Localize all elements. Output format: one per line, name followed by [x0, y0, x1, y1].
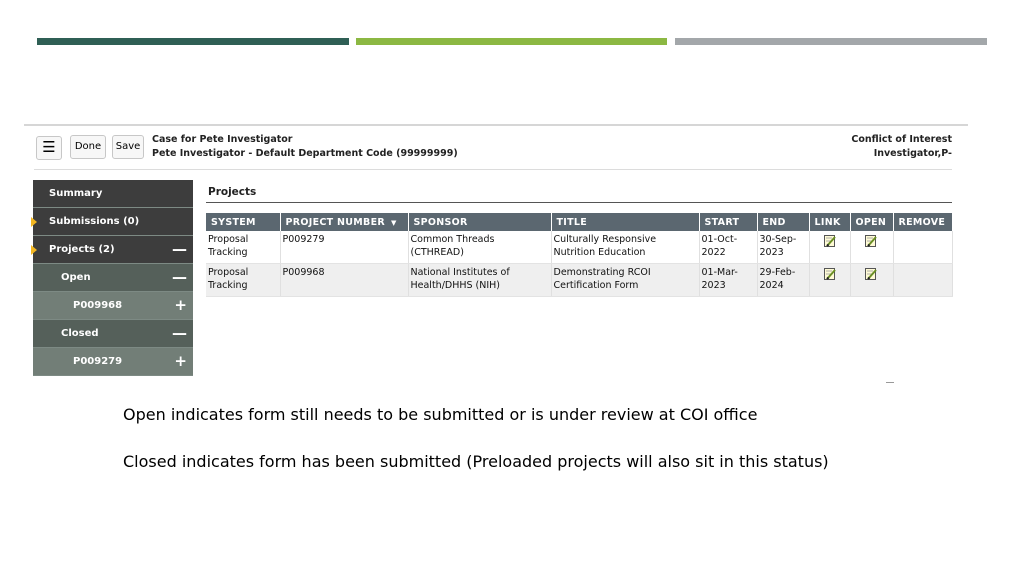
accent-bar-gray — [675, 38, 987, 45]
collapse-icon[interactable]: — — [172, 240, 187, 258]
cell-remove — [893, 231, 952, 264]
header-divider — [34, 169, 952, 170]
sidebar-item-summary[interactable] — [33, 180, 193, 208]
sort-down-icon[interactable]: ▼ — [391, 218, 397, 227]
cell-project-number: P009968 — [280, 264, 408, 297]
column-header-link: LINK — [809, 213, 850, 231]
sidebar-item-projects[interactable] — [33, 236, 193, 264]
cell-link — [809, 231, 850, 264]
link-edit-document-icon[interactable] — [824, 235, 836, 251]
sidebar-item-p009968[interactable] — [33, 292, 193, 320]
sidebar-item-label: Projects (2) — [49, 244, 115, 255]
cell-open — [850, 264, 893, 297]
column-header-system[interactable]: SYSTEM — [206, 213, 280, 231]
accent-bar-dark-green — [37, 38, 349, 45]
collapse-icon[interactable]: — — [172, 268, 187, 286]
sidebar-item-submissions[interactable] — [33, 208, 193, 236]
sidebar-item-closed[interactable] — [33, 320, 193, 348]
accent-bar-light-green — [356, 38, 667, 45]
cell-title: Culturally Responsive Nutrition Education — [551, 231, 699, 264]
projects-table — [206, 213, 953, 297]
column-header-start[interactable]: START — [699, 213, 757, 231]
done-button[interactable]: Done — [70, 135, 106, 159]
cell-end: 29-Feb-2024 — [757, 264, 809, 297]
column-header-open: OPEN — [850, 213, 893, 231]
column-header-project-number[interactable] — [280, 213, 408, 231]
sidebar-item-label: P009968 — [73, 300, 123, 311]
column-header-title[interactable]: TITLE — [551, 213, 699, 231]
cell-sponsor: Common Threads (CTHREAD) — [408, 231, 551, 264]
cell-link — [809, 264, 850, 297]
cell-remove — [893, 264, 952, 297]
scroll-indicator — [886, 382, 894, 383]
table-row — [206, 264, 952, 297]
cell-system: Proposal Tracking — [206, 264, 280, 297]
screenshot-top-border — [24, 124, 968, 126]
cell-title: Demonstrating RCOI Certification Form — [551, 264, 699, 297]
caption-open: Open indicates form still needs to be submitted or is under review at COI office — [123, 405, 758, 424]
link-edit-document-icon[interactable] — [824, 268, 836, 284]
projects-divider — [206, 202, 952, 203]
open-edit-document-icon[interactable] — [865, 235, 877, 251]
cell-project-number: P009279 — [280, 231, 408, 264]
case-title: Case for Pete Investigator — [152, 134, 293, 145]
user-name[interactable]: Investigator,P- — [873, 148, 952, 159]
sidebar-nav — [33, 180, 193, 376]
table-header-row — [206, 213, 952, 231]
cell-system: Proposal Tracking — [206, 231, 280, 264]
column-header-end[interactable]: END — [757, 213, 809, 231]
sidebar-item-p009279[interactable] — [33, 348, 193, 376]
sidebar-item-label: Closed — [61, 328, 99, 339]
cell-sponsor: National Institutes of Health/DHHS (NIH) — [408, 264, 551, 297]
caption-closed: Closed indicates form has been submitted (Preloaded projects will also sit in this status) — [123, 452, 829, 471]
sidebar-item-open[interactable] — [33, 264, 193, 292]
cell-start: 01-Mar-2023 — [699, 264, 757, 297]
table-row — [206, 231, 952, 264]
expand-icon[interactable]: + — [174, 296, 187, 314]
module-name: Conflict of Interest — [851, 134, 952, 145]
projects-heading: Projects — [208, 186, 257, 198]
sidebar-item-label: Submissions (0) — [49, 216, 140, 227]
hamburger-menu-button[interactable] — [36, 136, 62, 160]
expand-icon[interactable]: + — [174, 352, 187, 370]
cell-start: 01-Oct-2022 — [699, 231, 757, 264]
hamburger-icon: ☰ — [42, 138, 56, 156]
collapse-icon[interactable]: — — [172, 324, 187, 342]
sidebar-item-label: Open — [61, 272, 91, 283]
cell-open — [850, 231, 893, 264]
column-header-sponsor[interactable]: SPONSOR — [408, 213, 551, 231]
active-marker-icon — [31, 245, 37, 255]
app-screenshot — [24, 124, 968, 386]
cell-end: 30-Sep-2023 — [757, 231, 809, 264]
open-edit-document-icon[interactable] — [865, 268, 877, 284]
active-marker-icon — [31, 217, 37, 227]
column-header-label: PROJECT NUMBER — [285, 216, 386, 228]
case-subtitle: Pete Investigator - Default Department Code (99999999) — [152, 148, 458, 159]
column-header-remove: REMOVE — [893, 213, 952, 231]
save-button[interactable]: Save — [112, 135, 144, 159]
sidebar-item-label: P009279 — [73, 356, 123, 367]
sidebar-item-label: Summary — [49, 188, 103, 199]
